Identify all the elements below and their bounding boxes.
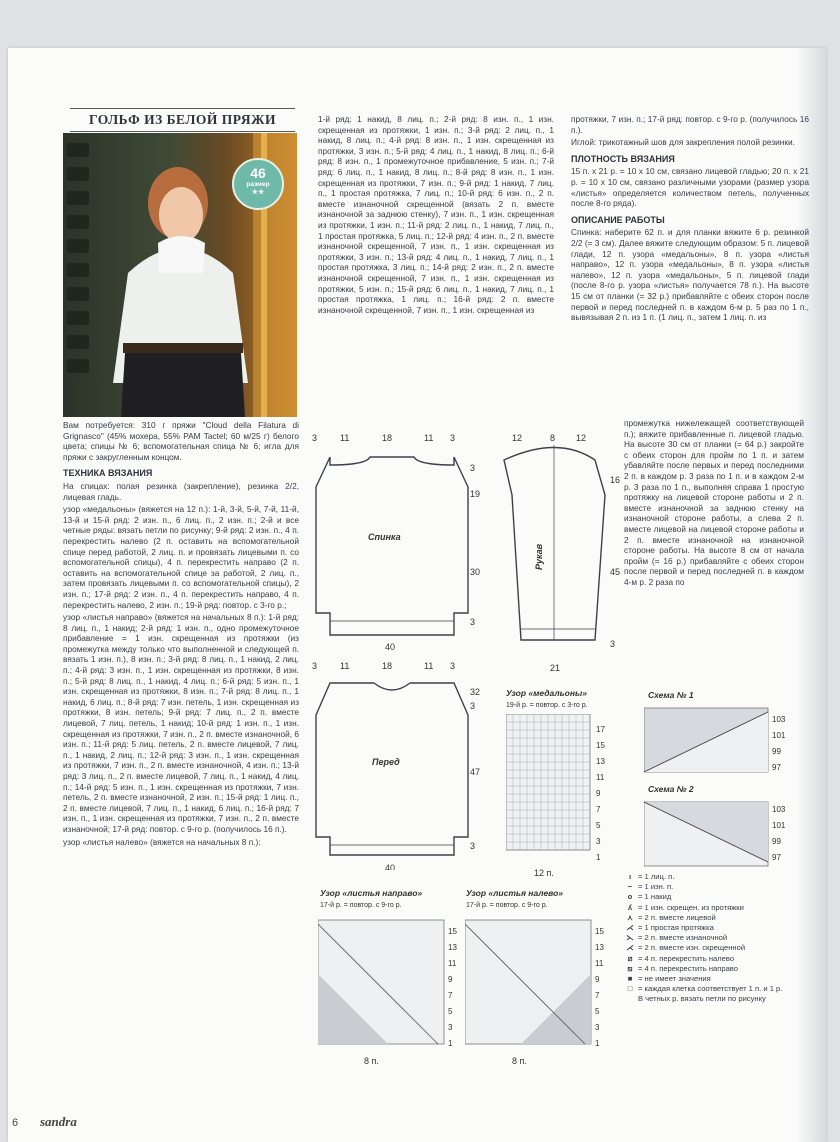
sleeve-side-dim-1: 16 [610, 475, 621, 485]
symbol-legend [622, 872, 782, 1005]
ll-row-15: 15 [595, 927, 604, 936]
back-top-dim-1: 3 [312, 433, 318, 443]
legend-item [622, 872, 782, 882]
front-side-dim-4: 3 [470, 841, 476, 851]
medallions-bottom: 12 п. [534, 868, 554, 878]
leaves-left-bottom: 8 п. [512, 1056, 527, 1066]
legend-text: = 2 п. вместе изнаночной [638, 933, 728, 943]
column-3 [571, 114, 809, 325]
legend-item [622, 913, 782, 923]
leaves-left-note: 17-й р. = повтор. с 9-го р. [466, 902, 548, 909]
medallions-chart [506, 714, 616, 864]
med-row-5: 5 [596, 821, 601, 830]
ll-row-11: 11 [595, 959, 604, 968]
lr-row-13: 13 [448, 943, 457, 952]
med-row-9: 9 [596, 789, 601, 798]
back-label: Спинка [368, 532, 401, 542]
sleeve-side-dim-2: 45 [610, 567, 621, 577]
front-top-dim-3: 18 [382, 661, 393, 671]
scheme2-title: Схема № 2 [648, 784, 694, 794]
brand-logo: sandra [40, 1114, 77, 1129]
ll-row-3: 3 [595, 1023, 600, 1032]
twisted-purl-symbol-icon: ʎ [627, 902, 633, 912]
p2tog-symbol-icon: ⋋ [626, 933, 634, 943]
column-3-continued [624, 418, 804, 590]
med-row-7: 7 [596, 805, 601, 814]
med-row-17: 17 [596, 725, 605, 734]
legend-item [622, 994, 782, 1004]
legend-item [622, 943, 782, 953]
leaves-right-title: Узор «листья направо» [320, 888, 423, 898]
front-top-dim-2: 11 [340, 661, 350, 671]
technique-heading: ТЕХНИКА ВЯЗАНИЯ [63, 468, 153, 479]
leaves-right-note: 17-й р. = повтор. с 9-го р. [320, 902, 402, 909]
scheme1-title: Схема № 1 [648, 690, 694, 700]
purl-symbol-icon: − [627, 882, 633, 892]
legend-text: В четных р. вязать петли по рисунку [638, 994, 766, 1004]
density-text: 15 п. x 21 р. = 10 x 10 см, связано лицевой гладью; 20 п. x 21 р. = 10 x 10 см, связано различными узорами (размер узора «листья» определяется количеством петель, полученных после 8-го ряда). [571, 166, 809, 209]
front-top-dim-4: 11 [424, 661, 434, 671]
lr-row-15: 15 [448, 927, 457, 936]
sleeve-bottom-dim: 21 [550, 663, 561, 673]
sleeve-top-dim-2: 8 [550, 433, 556, 443]
lr-row-7: 7 [448, 991, 453, 1000]
legend-item [622, 964, 782, 974]
legend-text: = 2 п. вместе изн. скрещенной [638, 943, 746, 953]
scheme2-chart [644, 798, 824, 870]
back-top-dim-4: 11 [424, 433, 434, 443]
sleeve-label: Рукав [534, 543, 544, 570]
slip-symbol-icon: ⋌ [626, 923, 634, 933]
size-label: размер [246, 181, 270, 188]
cross-right-symbol-icon: ⧅ [627, 963, 633, 973]
no-stitch-symbol-icon: ■ [627, 974, 633, 984]
knit-symbol-icon: ı [628, 872, 632, 881]
back-bottom-dim: 40 [385, 642, 396, 652]
sleeve-side-dim-3: 3 [610, 639, 616, 649]
legend-text: = 2 п. вместе лицевой [638, 912, 716, 922]
scheme2-row-103: 103 [772, 805, 786, 814]
legend-text: = 4 п. перекрестить направо [638, 963, 738, 973]
grid-cell-symbol-icon: □ [627, 984, 633, 994]
article-title: ГОЛЬФ ИЗ БЕЛОЙ ПРЯЖИ [70, 112, 295, 128]
front-side-dim-2: 3 [470, 701, 476, 711]
med-row-13: 13 [596, 757, 605, 766]
legend-text: = 1 накид [638, 892, 672, 902]
legend-item [622, 954, 782, 964]
front-side-dim-3: 47 [470, 767, 481, 777]
lr-row-1: 1 [448, 1039, 453, 1048]
difficulty-stars: ★★ [251, 189, 265, 196]
legend-item [622, 903, 782, 913]
legend-text: = каждая клетка соответствует 1 п. и 1 р. [638, 984, 783, 994]
k2tog-symbol-icon: ⋏ [627, 912, 633, 922]
ll-row-13: 13 [595, 943, 604, 952]
legend-text: = 1 простая протяжка [638, 923, 714, 933]
column-2 [318, 114, 554, 317]
sleeve-top-dim-3: 12 [576, 433, 587, 443]
work-heading: ОПИСАНИЕ РАБОТЫ [571, 214, 665, 225]
yarn-over-symbol-icon: o [627, 892, 633, 902]
leaves-right-chart [318, 914, 463, 1049]
medallions-pattern-text: узор «медальоны» (вяжется на 12 п.): 1-й, 3-й, 5-й, 7-й, 11-й, 13-й и 15-й ряд: 2 изн. п., 6 лиц. п., 2 изн. п.; 2-й и все четные ряды: вязать петли по рисунку; 9-й ряд: 2 изн. п., 4 п. перекрестить налево (2 п. оставить на вспомогательной спице перед работой, 2 лиц. п. и провязать лицевыми п. со вспомогательной спицы), 4 п. перекрестить направо (2 п. оставить на вспомогательной спице за работой, 2 лиц. п., затем провязать лицевыми п. со вспомогательной спицы), 2 изн. п.; 17-й ряд: 2 изн. п., 4 п. перекрестить направо, 4 п. перекрестить налево, 2 изн. п.; 19-й ряд: повтор. с 3-го р.; [63, 504, 299, 610]
page-number: 6 [12, 1117, 19, 1129]
scheme1-row-99: 99 [772, 747, 781, 756]
leaves-right-bottom: 8 п. [364, 1056, 379, 1066]
column-1 [63, 420, 299, 849]
front-label: Перед [372, 757, 400, 767]
front-side-dim-1: 32 [470, 687, 481, 697]
front-top-dim-1: 3 [312, 661, 318, 671]
scheme2-row-97: 97 [772, 853, 781, 862]
leaves-left-title: Узор «листья налево» [466, 888, 564, 898]
legend-item [622, 923, 782, 933]
leaves-right-text: узор «листья направо» (вяжется на начальных 8 п.): 1-й ряд: 8 лиц. п., 1 накид; 2-й ряд: 1 изн. п., одно промежуточное прибавление = 1 изн. скрещенная из протяжки (из промежутка между только что выполненной и следующей п. вязать 1 изн. п.), 8 изн. п.; 3-й ряд: 8 лиц. п., 1 накид, 2 лиц. п.; 4-й ряд: 3 изн. п., 1 изн. скрещенная из протяжки, 8 изн. п.; 5-й ряд: 8 лиц. п., 1 накид, 4 лиц. п.; 6-й ряд: 5 изн. п., 1 изн. скрещенная из протяжки, 8 изн. п.; 7-й ряд: 8 лиц. п., 1 накид, 6 лиц. п.; 8-й ряд: 7 изн. петель, 1 изн. скрещенная из протяжки, 8 изн. петель; 9-й ряд: 7 лиц. п., 2 п. вместе лицевой, 7 лиц. петель, 1 накид; 10-й ряд: 1 изн. п., 1 изн. скрещенная из протяжки, 7 изн. п., 2 п. вместе изнаночной, 6 изн. п.; 11-й ряд: 5 лиц. петель, 2 п. вместе лицевой, 7 лиц. п., 1 накид, 2 лиц. п.; 12-й ряд: 3 изн. п., 1 изн. скрещенная из протяжки, 7 изн. п., 2 п. вместе изнаночной, 4 изн. п.; 13-й ряд: 3 лиц. п., 2 п. вместе лицевой, 7 лиц. п., 1 накид, 4 лиц. п.; 14-й ряд: 5 изн. п., 1 изн. скрещенная из протяжки, 7 изн. петель, 2 п. вместе изнаночной, 2 изн. п.; 15-й ряд: 1 лиц. п., 2 п. вместе лицевой, 7 лиц. п., 1 накид, 6 лиц. п.; 16-й ряд: 7 изн. п., 1 изн. скрещенная из протяжки, 7 изн. п., 2 п. вместе изнаночной; 17-й ряд: повтор. с 9-го р. (получилось 16 п.). [63, 612, 299, 834]
ll-row-1: 1 [595, 1039, 600, 1048]
back-side-dim-3: 30 [470, 567, 481, 577]
legend-text: = 1 изн. п. [638, 882, 674, 892]
med-row-1: 1 [596, 853, 601, 862]
front-bottom-dim: 40 [385, 863, 396, 870]
back-top-dim-5: 3 [450, 433, 456, 443]
back-side-dim-2: 19 [470, 489, 481, 499]
ll-row-5: 5 [595, 1007, 600, 1016]
back-side-dim-4: 3 [470, 617, 476, 627]
lr-row-3: 3 [448, 1023, 453, 1032]
legend-item [622, 892, 782, 902]
leaves-left-intro: узор «листья налево» (вяжется на начальных 8 п.): [63, 836, 261, 847]
legend-item [622, 984, 782, 994]
leaves-left-text: 1-й ряд: 1 накид, 8 лиц. п.; 2-й ряд: 8 изн. п., 1 изн. скрещенная из протяжки, 1 изн. п.; 3-й ряд: 2 лиц. п., 1 накид, 8 лиц. п.; 4-й ряд: 8 изн. п., 1 изн. скрещенная из протяжки, 3 изн. п.; 5-й ряд: 4 лиц. п., 1 накид, 8 лиц. п.; 6-й ряд: 8 изн. п., 1 промежуточное прибавление, 5 изн. п.; 7-й ряд: 6 лиц. п., 1 накид, 8 лиц. п.; 8-й ряд: 8 изн. п., 1 изн. скрещенная из протяжки, 7 изн. п.; 9-й ряд: 1 накид, 7 лиц. п., 1 простая протяжка, 7 лиц. п.; 10-й ряд: 6 изн. п., 2 п. вместе изнаночной скрещенной (вязать 2 п. вместе изнаночной за заднюю стенку), 7 изн. п., 1 изн. скрещенная из протяжки, 1 изн. п.; 11-й ряд: 2 лиц. п., 1 накид, 7 лиц. п., 1 простая протяжка, 5 лиц. п.; 12-й ряд: 4 изн. п., 2 п. вместе изнаночной скрещенной, 7 изн. п., 1 изн. скрещенная из протяжки, 3 изн. п.; 13-й ряд: 4 лиц. п., 1 накид, 7 лиц. п., 1 простая протяжка, 3 лиц. п.; 14-й ряд: 2 изн. п., 2 п. вместе изнаночной скрещенной, 7 изн. п., 1 изн. скрещенная из протяжки, 5 изн. п.; 15-й ряд: 6 лиц. п., 1 накид, 7 лиц. п., 1 простая протяжка, 1 лиц. п.; 16-й ряд: 2 п. вместе изнаночной скрещенной, 7 изн. п., 1 изн. скрещенная из [318, 114, 554, 315]
leaves-left-chart [465, 914, 620, 1049]
medallions-title: Узор «медальоны» [506, 688, 587, 698]
scheme1-row-103: 103 [772, 715, 786, 724]
scheme1-chart [644, 704, 824, 776]
sleeve-top-dim-1: 12 [512, 433, 523, 443]
front-top-dim-5: 3 [450, 661, 456, 671]
scheme2-row-99: 99 [772, 837, 781, 846]
back-top-dim-2: 11 [340, 433, 350, 443]
legend-text: = не имеет значения [638, 974, 711, 984]
scheme2-row-101: 101 [772, 821, 786, 830]
work-text-continued: промежутка нижележащей соответствующей п.); вяжите прибавленные п. лицевой гладью. На высоте 30 см от планки (= 64 р.) закройте с обеих сторон для пройм по 1 п. и затем убавляйте после первых и перед последними 2 п. в каждом р. 3 раза по 1 п. и в каждом 2-м р. 3 раза по 1 п., выполняя справа 1 простую протяжку на лицевой стороне работы и 2 п. вместе изнаночной за заднюю стенку на изнаночной стороне работы, а слева 2 п. вместе лицевой на лицевой стороне работы и 2 п. вместе изнаночной на изнаночной стороне работы. На высоте 8 см от начала пройм (= 16 р.) прибавляйте с обеих сторон после первой и перед последней п. в каждом 4-м р. 2 раза по [624, 418, 804, 587]
ll-row-7: 7 [595, 991, 600, 1000]
legend-item [622, 933, 782, 943]
lr-row-11: 11 [448, 959, 457, 968]
back-top-dim-3: 18 [382, 433, 393, 443]
leaves-left-end: протяжки, 7 изн. п.; 17-й ряд: повтор. с 9-го р. (получилось 16 п.). [571, 114, 809, 135]
needle-text: Иглой: трикотажный шов для закрепления полой резинки. [571, 137, 795, 148]
cross-left-symbol-icon: ⧄ [627, 953, 633, 963]
med-row-3: 3 [596, 837, 601, 846]
density-heading: ПЛОТНОСТЬ ВЯЗАНИЯ [571, 153, 675, 164]
back-side-dim-1: 3 [470, 463, 476, 473]
size-number: 46 [250, 165, 266, 181]
technique-text-1: На спицах: полая резинка (закрепление), резинка 2/2, лицевая гладь. [63, 480, 299, 502]
scheme1-row-101: 101 [772, 731, 786, 740]
lr-row-9: 9 [448, 975, 453, 984]
med-row-15: 15 [596, 741, 605, 750]
ll-row-9: 9 [595, 975, 600, 984]
work-text: Спинка: наберите 62 п. и для планки вяжите 6 р. резинкой 2/2 (= 3 см). Далее вяжите следующим образом: 5 п. лицевой глади, 12 п. узора «медальоны», 8 п. узора «листья направо», 12 п. узора «медальоны», 8 п. узора «листья налево», 12 п. узора «медальоны», 5 п. лицевой глади (после 8-го р. узора «листья» получается 78 п.). На высоте 15 см от планки (= 32 р.) прибавляйте с обеих сторон после первой и перед последней п. в каждом 6-м р. 5 раз по 1 п., вывязывая 2 п. из 1 п. (1 лиц. п., затем 1 лиц. п. из [571, 227, 809, 323]
lr-row-5: 5 [448, 1007, 453, 1016]
materials-text: Вам потребуется: 310 г пряжи "Cloud della Filatura di Grignasco" (45% мохера, 55% PAM Tactel; 60 м/25 г) белого цвета; спицы № 6; вспомогательная спица № 6; игла для пряжи с закругленным концом. [63, 420, 299, 462]
legend-text: = 1 изн. скрещен. из протяжки [638, 902, 744, 912]
legend-item [622, 882, 782, 892]
p2tog-tbl-symbol-icon: ⋌ [626, 943, 634, 953]
legend-text: = 4 п. перекрестить налево [638, 953, 735, 963]
legend-text: = 1 лиц. п. [638, 872, 675, 881]
size-badge [232, 158, 284, 210]
medallions-note: 19-й р. = повтор. с 3-го р. [506, 702, 588, 709]
legend-item [622, 974, 782, 984]
scheme1-row-97: 97 [772, 763, 781, 772]
med-row-11: 11 [596, 773, 605, 782]
